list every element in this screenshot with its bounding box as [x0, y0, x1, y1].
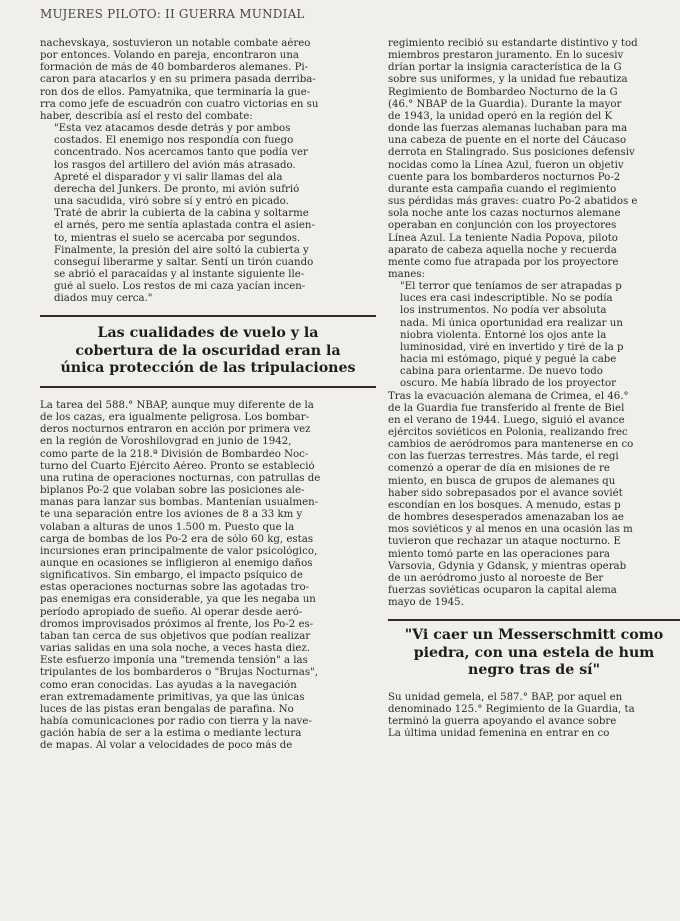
text-line: concentrado. Nos acercamos tanto que podía ver: [54, 147, 308, 159]
text-line: operaban en conjunción con los proyectores: [388, 220, 617, 232]
text-line: como eran conocidas. Las ayudas a la navegación: [40, 679, 297, 691]
right-body-paragraph: [388, 391, 680, 610]
text-line: dromos improvisados próximos al frente, los Po-2 es-: [40, 618, 314, 630]
text-line: de mapas. Al volar a velocidades de poco más de: [40, 740, 293, 752]
text-line: donde las fuerzas alemanas luchaban para ma: [388, 123, 628, 135]
right-quote-block: [400, 281, 680, 390]
text-line: derecha del Junkers. De pronto, mi avión sufrió: [54, 183, 300, 195]
text-line: to, mientras el suelo se acercaba por segundos.: [54, 232, 301, 244]
text-line: luces de las pistas eran bengalas de parafina. No: [40, 703, 294, 715]
text-line: caron para atacarlos y en su primera pasada derriba-: [40, 74, 316, 86]
text-line: sola noche ante los cazas nocturnos alemane: [388, 208, 621, 220]
text-line: miento tomó parte en las operaciones para: [388, 548, 611, 560]
right-section-heading-block: [388, 619, 680, 680]
text-line: como parte de la 218.ª División de Bombardeo Noc-: [40, 448, 309, 460]
text-line: de 1943, la unidad operó en la región del K: [388, 110, 613, 122]
text-line: haber, describía así el resto del combate:: [40, 110, 253, 122]
text-line: negro tras de sí": [468, 662, 600, 679]
right-tail-paragraph: [388, 692, 680, 741]
text-line: cabina para orientarme. De nuevo todo: [400, 366, 603, 378]
left-section-heading-block: [40, 315, 376, 388]
text-line: derrota en Stalingrado. Sus posiciones defensiv: [388, 147, 635, 159]
text-line: Su unidad gemela, el 587.° BAP, por aquel en: [388, 691, 623, 703]
text-line: diados muy cerca.": [54, 293, 153, 305]
text-line: una sacudida, viró sobre sí y entró en picado.: [54, 196, 289, 208]
text-line: La última unidad femenina en entrar en co: [388, 728, 610, 740]
text-line: durante esta campaña cuando el regimiento: [388, 183, 617, 195]
text-line: gación había de ser a la estima o mediante lectura: [40, 728, 302, 740]
text-line: aparato de cabeza aquella noche y recuerda: [388, 244, 617, 256]
text-line: manes:: [388, 268, 425, 280]
text-line: Traté de abrir la cubierta de la cabina y soltarme: [54, 208, 309, 220]
text-line: mos soviéticos y al menos en una ocasión las m: [388, 524, 633, 536]
text-line: taban tan cerca de sus objetivos que podían realizar: [40, 630, 311, 642]
heading-top-rule: [388, 619, 680, 621]
text-line: los instrumentos. No podía ver absoluta: [400, 305, 607, 317]
text-line: regimiento recibió su estandarte distintivo y tod: [388, 38, 638, 49]
text-line: había comunicaciones por radio con tierra y la nave-: [40, 716, 312, 727]
text-line: Tras la evacuación alemana de Crimea, el 46.°: [388, 390, 629, 402]
text-line: miento, en busca de grupos de alemanes qu: [388, 475, 616, 487]
text-line: de un aeródromo justo al noroeste de Ber: [388, 572, 604, 584]
text-line: una cabeza de puente en el norte del Cáucaso: [388, 135, 627, 147]
text-line: con las fuerzas terrestres. Más tarde, el regi: [388, 451, 619, 463]
text-line: en la región de Voroshilovgrad en junio de 1942,: [40, 436, 292, 448]
section-heading: [40, 325, 376, 378]
text-line: incursiones eran principalmente de valor psicológico,: [40, 545, 318, 557]
text-line: La tarea del 588.° NBAP, aunque muy diferente de la: [40, 399, 314, 411]
text-line: de hombres desesperados amenazaban los ae: [388, 512, 624, 524]
text-line: tuvieron que rechazar un ataque nocturno. E: [388, 536, 621, 548]
left-intro-paragraph: [40, 38, 376, 123]
text-line: oscuro. Me había librado de los proyector: [400, 378, 616, 390]
text-line: varias salidas en una sola noche, a veces hasta diez.: [40, 643, 311, 655]
text-line: gué al suelo. Los restos de mi caza yacían incen-: [54, 281, 306, 293]
left-column: [40, 38, 376, 921]
text-line: cuente para los bombarderos nocturnos Po-2: [388, 171, 621, 183]
text-line: se abrió el paracaídas y al instante siguiente lle-: [54, 268, 305, 280]
text-line: haber sido sobrepasados por el avance soviét: [388, 487, 623, 499]
text-line: luminosidad, viré en invertido y tiré de la p: [400, 341, 624, 353]
text-line: estas operaciones nocturnas sobre las agotadas tro-: [40, 582, 310, 594]
text-line: período apropiado de sueño. Al operar desde aeró-: [40, 606, 303, 618]
text-line: cobertura de la oscuridad eran la: [75, 342, 341, 359]
text-line: por entonces. Volando en pareja, encontraron una: [40, 50, 299, 62]
text-line: miembros prestaron juramento. En lo sucesiv: [388, 50, 624, 62]
text-line: única protección de las tripulaciones: [60, 360, 356, 377]
text-line: una rutina de operaciones nocturnas, con patrullas de: [40, 472, 321, 484]
text-line: biplanos Po-2 que volaban sobre las posiciones ale-: [40, 485, 305, 497]
right-intro-paragraph: [388, 38, 680, 281]
text-line: turno del Cuarto Ejército Aéreo. Pronto se estableció: [40, 460, 315, 472]
text-line: costados. El enemigo nos respondía con fuego: [54, 135, 294, 147]
text-line: deros nocturnos entraron en acción por primera vez: [40, 424, 311, 436]
text-line: manas para lanzar sus bombas. Mantenían usualmen-: [40, 497, 319, 509]
text-line: Línea Azul. La teniente Nadia Popova, piloto: [388, 232, 618, 244]
right-column: [388, 38, 680, 921]
text-line: luces era casi indescriptible. No se podía: [400, 293, 613, 305]
text-line: de los cazas, era igualmente peligrosa. Los bombar-: [40, 412, 310, 424]
text-line: nocidas como la Línea Azul, fueron un objetiv: [388, 159, 624, 171]
text-line: el arnés, pero me sentía aplastada contra el asien-: [54, 220, 315, 232]
text-line: carga de bombas de los Po-2 era de sólo 60 kg, estas: [40, 533, 314, 545]
text-line: (46.° NBAP de la Guardia). Durante la mayor: [388, 98, 622, 110]
text-line: hacia mi estómago, piqué y pegué la cabe: [400, 354, 617, 366]
section-heading: [388, 627, 680, 680]
text-line: pas enemigas era considerable, ya que les negaba un: [40, 594, 316, 606]
text-line: sus pérdidas más graves: cuatro Po-2 abatidos e: [388, 196, 638, 208]
text-line: conseguí liberarme y saltar. Sentí un tirón cuando: [54, 256, 314, 268]
text-line: escondían en los bosques. A menudo, estas p: [388, 499, 621, 511]
left-quote-block: [54, 123, 376, 305]
text-line: te una separación entre los aviones de 8 a 33 km y: [40, 509, 303, 521]
text-line: ejércitos soviéticos en Polonia, realizando frec: [388, 427, 628, 438]
text-line: Varsovia, Gdynia y Gdansk, y mientras operab: [388, 560, 627, 572]
text-line: piedra, con una estela de hum: [413, 644, 655, 661]
heading-top-rule: [40, 315, 376, 317]
text-line: Este esfuerzo imponía una "tremenda tensión" a las: [40, 655, 308, 667]
text-line: drían portar la insignia característica de la G: [388, 62, 622, 74]
text-line: sobre sus uniformes, y la unidad fue rebautiza: [388, 74, 628, 86]
left-body-paragraph: [40, 400, 376, 753]
text-line: "Vi caer un Messerschmitt como: [404, 627, 664, 644]
text-line: Apreté el disparador y vi salir llamas del ala: [54, 171, 283, 183]
text-line: fuerzas soviéticas ocuparon la capital alema: [388, 585, 617, 597]
text-line: tripulantes de los bombarderos o "Brujas Nocturnas",: [40, 667, 318, 679]
text-line: eran extremadamente primitivas, ya que las únicas: [40, 691, 305, 703]
text-line: cambios de aeródromos para mantenerse en co: [388, 439, 634, 451]
heading-bottom-rule: [40, 386, 376, 388]
text-line: nachevskaya, sostuvieron un notable combate aéreo: [40, 38, 311, 49]
text-line: "Esta vez atacamos desde detrás y por ambos: [54, 123, 291, 135]
text-line: nada. Mi única oportunidad era realizar un: [400, 317, 623, 329]
text-line: Finalmente, la presión del aire soltó la cubierta y: [54, 244, 309, 256]
running-head: MUJERES PILOTO: II GUERRA MUNDIAL: [40, 7, 305, 21]
text-line: en el verano de 1944. Luego, siguió el avance: [388, 414, 625, 426]
text-line: Regimiento de Bombardeo Nocturno de la G: [388, 86, 618, 98]
text-line: volaban a alturas de unos 1.500 m. Puesto que la: [40, 521, 295, 533]
text-line: comenzó a operar de día en misiones de re: [388, 463, 610, 475]
text-line: niobra violenta. Entorné los ojos ante la: [400, 329, 607, 341]
text-line: Las cualidades de vuelo y la: [97, 325, 319, 342]
text-line: terminó la guerra apoyando el avance sobre: [388, 716, 617, 728]
text-line: rra como jefe de escuadrón con cuatro victorias en su: [40, 98, 319, 110]
text-line: denominado 125.° Regimiento de la Guardia, ta: [388, 704, 635, 715]
text-line: ron dos de ellos. Pamyatnika, que terminaría la gue-: [40, 86, 311, 98]
text-line: significativos. Sin embargo, el impacto psíquico de: [40, 570, 303, 582]
text-line: mente como fue atrapada por los proyectore: [388, 256, 619, 268]
text-line: aunque en ocasiones se infligieron al enemigo daños: [40, 557, 313, 569]
text-line: mayo de 1945.: [388, 597, 464, 609]
text-line: de la Guardia fue transferido al frente de Biel: [388, 402, 625, 414]
text-line: los rasgos del artillero del avión más atrasado.: [54, 159, 296, 171]
text-line: formación de más de 40 bombarderos alemanes. Pi-: [40, 62, 309, 74]
text-line: "El terror que teníamos de ser atrapadas p: [400, 281, 622, 293]
